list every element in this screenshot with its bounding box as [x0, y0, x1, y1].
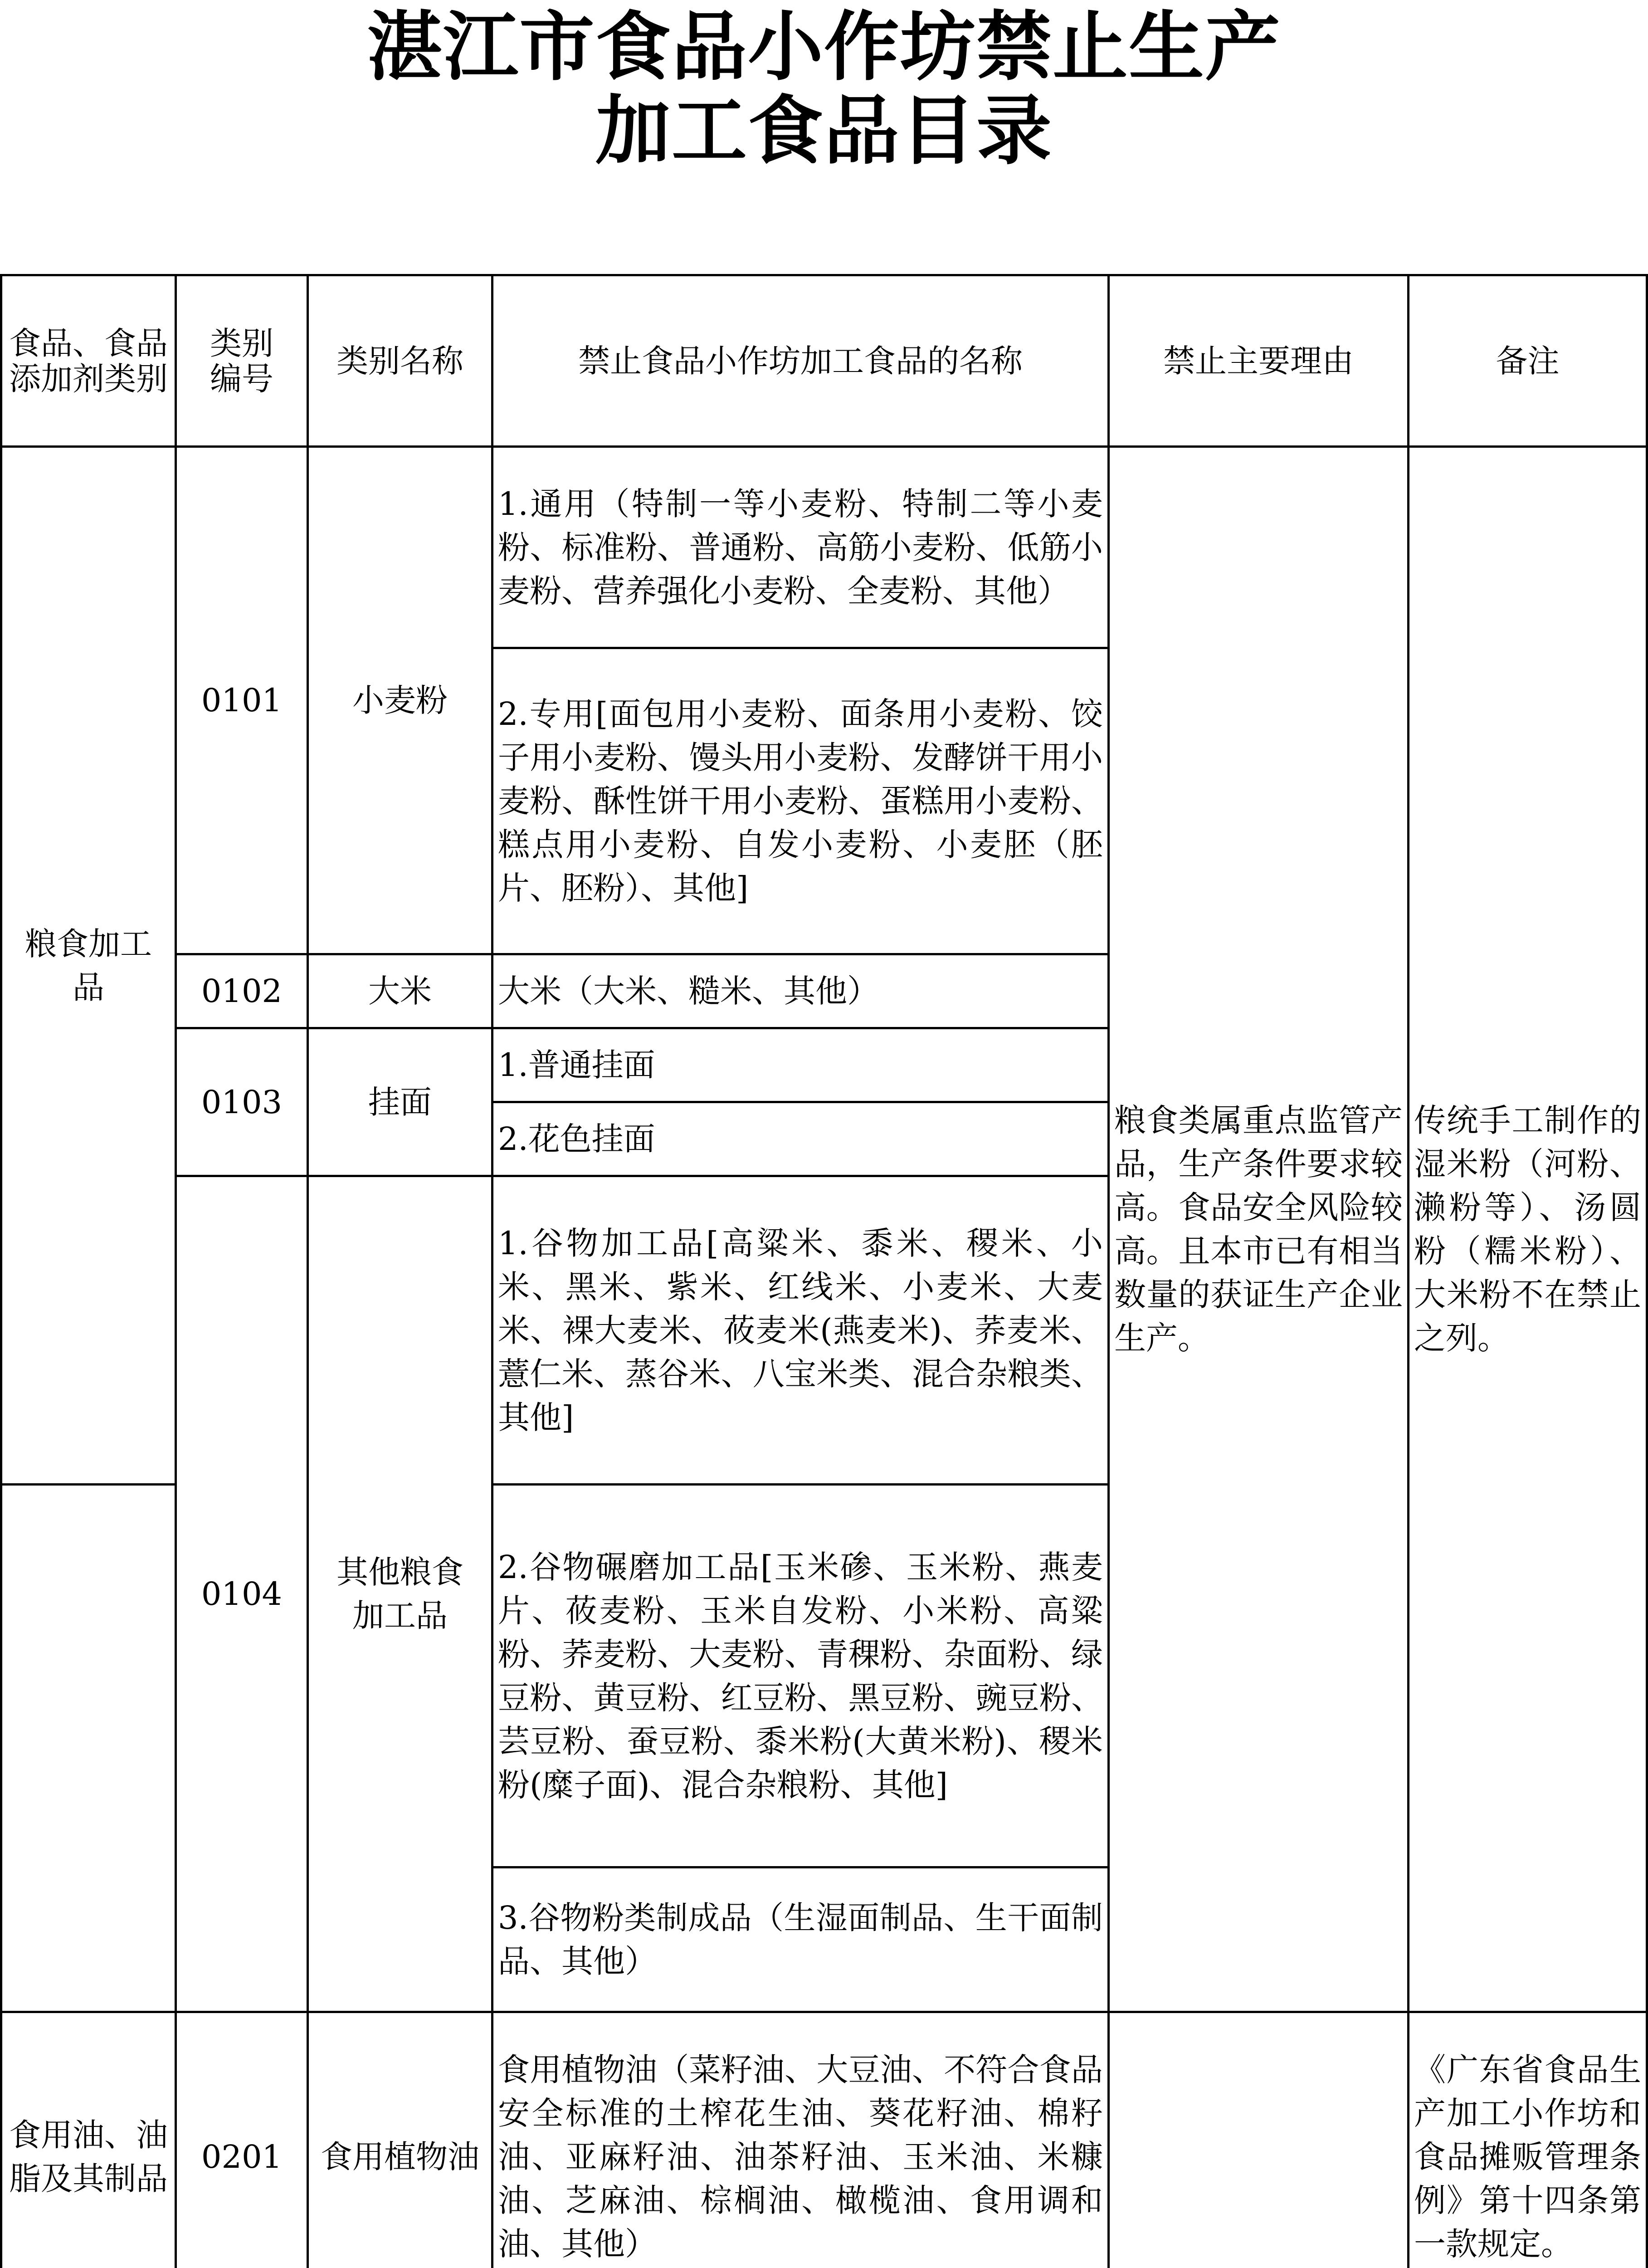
remark-text: 《广东省食品生产加工小作坊和食品摊贩管理条例》第十四条第一款规定。 — [1414, 2051, 1641, 2263]
remark-text: 传统手工制作的湿米粉（河粉、濑粉等）、汤圆粉（糯米粉）、大米粉不在禁止之列。 — [1414, 1102, 1641, 1357]
code-cell: 0102 — [201, 973, 283, 1010]
table-border-right — [1646, 274, 1648, 2268]
product-cell — [493, 1868, 1107, 2011]
product-cell — [493, 1029, 1107, 1101]
name-cell: 挂面 — [368, 1083, 432, 1121]
name-cell: 小麦粉 — [352, 682, 448, 719]
product-text: 2.专用[面包用小麦粉、面条用小麦粉、饺子用小麦粉、馒头用小麦粉、发酵饼干用小麦粉、酥性饼干用小麦粉、蛋糕用小麦粉、糕点用小麦粉、自发小麦粉、小麦胚（胚片、胚粉）、其他] — [498, 695, 1103, 907]
header-reason: 禁止主要理由 — [1163, 342, 1354, 380]
product-cell — [493, 649, 1107, 953]
category-cell: 食用油、油脂及其制品 — [9, 2116, 168, 2197]
product-cell — [493, 1103, 1107, 1175]
code-cell: 0201 — [201, 2138, 283, 2175]
header-products: 禁止食品小作坊加工食品的名称 — [578, 342, 1023, 380]
product-text: 大米（大米、糙米、其他） — [498, 973, 879, 1010]
product-text: 3.谷物粉类制成品（生湿面制品、生干面制品、其他） — [498, 1899, 1103, 1980]
name-cell: 其他粮食加工品 — [336, 1554, 463, 1634]
reason-cell — [1110, 448, 1407, 2011]
product-text: 1.通用（特制一等小麦粉、特制二等小麦粉、标准粉、普通粉、高筋小麦粉、低筋小麦粉、营养强化小麦粉、全麦粉、其他） — [498, 485, 1103, 610]
product-text: 2.花色挂面 — [498, 1120, 655, 1158]
product-cell — [493, 448, 1107, 647]
reason-text: 粮食类属重点监管产品，生产条件要求较高。食品安全风险较高。且本市已有相当数量的获证生产企业生产。 — [1114, 1102, 1403, 1357]
code-cell: 0104 — [201, 1575, 283, 1613]
category-cell: 粮食加工品 — [25, 925, 152, 1006]
product-text: 1.谷物加工品[高粱米、黍米、稷米、小米、黑米、紫米、红线米、小麦米、大麦米、裸大麦米、莜麦米(燕麦米)、荞麦米、薏仁米、蒸谷米、八宝米类、混合杂粮类、其他] — [498, 1224, 1103, 1436]
product-cell — [493, 2013, 1107, 2268]
reason-cell — [1110, 2013, 1407, 2268]
product-text: 食用植物油（菜籽油、大豆油、不符合食品安全标准的土榨花生油、葵花籽油、棉籽油、亚麻籽油、油茶籽油、玉米油、米糠油、芝麻油、棕榈油、橄榄油、食用调和油、其他） — [498, 2051, 1103, 2263]
product-cell — [493, 1177, 1107, 1483]
product-cell — [493, 955, 1107, 1027]
remark-cell — [1409, 448, 1646, 2011]
category-split-line — [0, 1483, 177, 1486]
header-remark: 备注 — [1496, 342, 1560, 380]
code-cell: 0101 — [201, 682, 283, 719]
name-cell: 食用植物油 — [321, 2138, 479, 2175]
header-name: 类别名称 — [336, 342, 463, 380]
document-title-line-1: 湛江市食品小作坊禁止生产 — [367, 4, 1281, 91]
header-category: 食品、食品添加剂类别 — [9, 324, 168, 397]
product-cell — [493, 1486, 1107, 1866]
product-text: 1.普通挂面 — [498, 1046, 655, 1084]
header-code: 类别编号 — [210, 324, 273, 397]
remark-cell — [1409, 2013, 1646, 2268]
document-title-line-2: 加工食品目录 — [595, 88, 1053, 175]
product-text: 2.谷物碾磨加工品[玉米碜、玉米粉、燕麦片、莜麦粉、玉米自发粉、小米粉、高粱粉、荞麦粉、大麦粉、青稞粉、杂面粉、绿豆粉、黄豆粉、红豆粉、黑豆粉、豌豆粉、芸豆粉、蚕豆粉、黍米粉(大黄米粉)、稷米粉(糜子面)、混合杂粮粉、其他] — [498, 1548, 1103, 1804]
name-cell: 大米 — [368, 973, 432, 1010]
code-cell: 0103 — [201, 1083, 283, 1121]
